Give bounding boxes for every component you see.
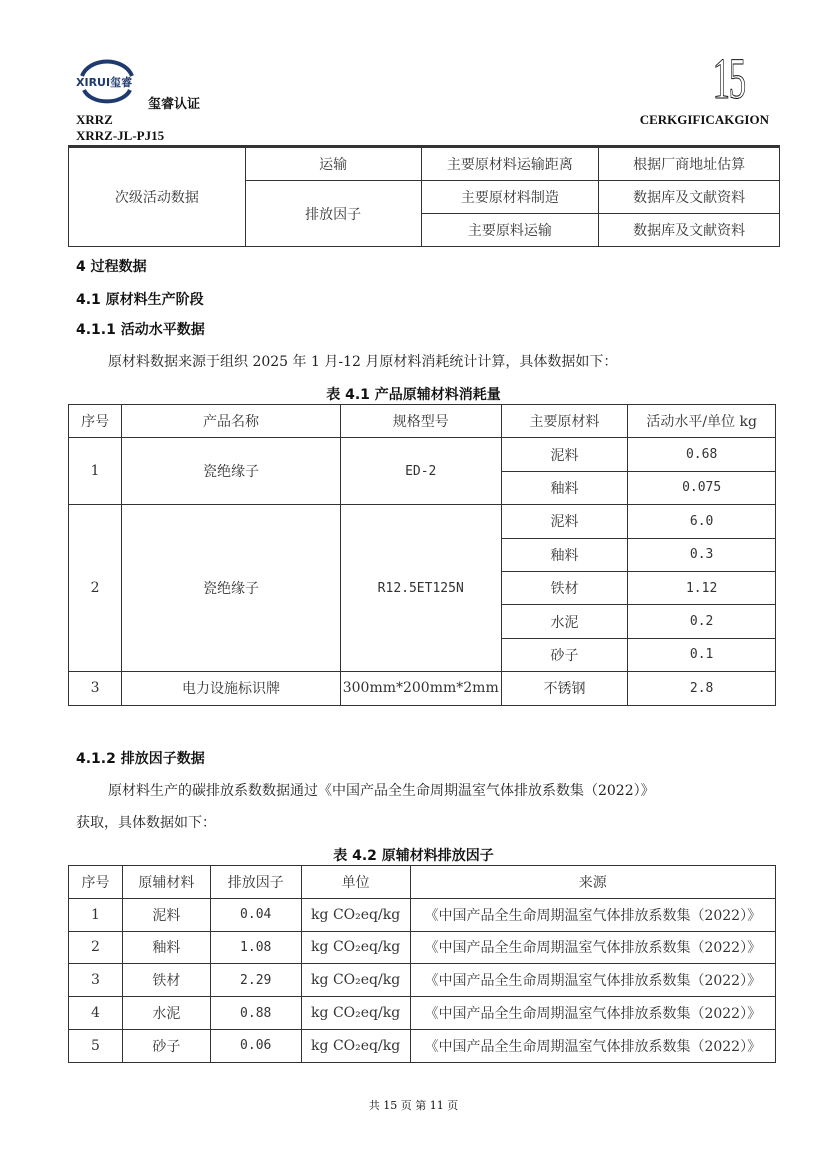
- table-row: [69, 931, 776, 964]
- org-name-cn: 玺睿认证: [148, 97, 201, 112]
- table-cell: 主要原材料运输距离: [421, 148, 599, 181]
- table-header-row: [69, 405, 776, 438]
- table-cell: 根据厂商地址估算: [599, 148, 780, 181]
- table-cell: 2: [69, 931, 123, 964]
- table-cell: 釉料: [122, 931, 210, 964]
- table-row: [69, 505, 776, 538]
- table-cell: 《中国产品全生命周期温室气体排放系数集（2022）》: [410, 997, 775, 1030]
- table-4-1-caption: 表 4.1 产品原辅材料消耗量: [326, 387, 501, 403]
- paragraph-1: 原材料数据来源于组织 2025 年 1 月-12 月原材料消耗统计计算，具体数据如下：: [108, 354, 618, 370]
- table-cell: 0.075: [628, 471, 776, 504]
- table-cell: 0.88: [210, 997, 301, 1030]
- table-cell: 釉料: [501, 538, 628, 571]
- table-cell: 运输: [245, 148, 421, 181]
- table-cell: 主要原材料: [501, 405, 628, 438]
- table-cell: 泥料: [501, 438, 628, 471]
- emission-factor-table: [68, 865, 776, 1063]
- table-cell: 序号: [69, 405, 122, 438]
- table-row: [69, 898, 776, 931]
- table-cell: 300mm*200mm*2mm: [340, 672, 501, 705]
- table-cell: 《中国产品全生命周期温室气体排放系数集（2022）》: [410, 931, 775, 964]
- section-4-1: 4.1 原材料生产阶段: [76, 292, 204, 308]
- secondary-data-table: [68, 147, 780, 247]
- table-cell: 次级活动数据: [69, 148, 246, 247]
- table-row: [69, 438, 776, 471]
- table-cell: 0.06: [210, 1029, 301, 1062]
- section-4-1-1: 4.1.1 活动水平数据: [76, 322, 205, 338]
- table-cell: 0.3: [628, 538, 776, 571]
- table-cell: 排放因子: [245, 181, 421, 247]
- table-cell: 排放因子: [210, 866, 301, 899]
- table-cell: 活动水平/单位 kg: [628, 405, 776, 438]
- table-cell: kg CO₂eq/kg: [301, 898, 410, 931]
- table-cell: 0.2: [628, 605, 776, 638]
- table-cell: 2.8: [628, 672, 776, 705]
- table-4-2-caption: 表 4.2 原辅材料排放因子: [333, 848, 494, 864]
- table-cell: 数据库及文献资料: [599, 214, 780, 247]
- table-cell: 砂子: [122, 1029, 210, 1062]
- table-cell: 水泥: [122, 997, 210, 1030]
- table-cell: kg CO₂eq/kg: [301, 1029, 410, 1062]
- table-cell: 3: [69, 672, 122, 705]
- paragraph-2: 原材料生产的碳排放系数数据通过《中国产品全生命周期温室气体排放系数集（2022）》: [108, 783, 655, 799]
- table-cell: 产品名称: [122, 405, 341, 438]
- table-cell: 序号: [69, 866, 123, 899]
- table-cell: 釉料: [501, 471, 628, 504]
- table-cell: 0.68: [628, 438, 776, 471]
- section-4: 4 过程数据: [76, 259, 147, 275]
- table-row: [69, 1029, 776, 1062]
- svg-text:XIRUI玺睿: XIRUI玺睿: [76, 76, 133, 89]
- table-cell: 瓷绝缘子: [122, 505, 341, 672]
- table-cell: 1.08: [210, 931, 301, 964]
- table-cell: 3: [69, 964, 123, 997]
- table-header-row: [69, 866, 776, 899]
- material-consumption-table: [68, 404, 776, 706]
- table-row: [69, 964, 776, 997]
- table-cell: kg CO₂eq/kg: [301, 997, 410, 1030]
- doc-code: XRRZ-JL-PJ15: [76, 128, 165, 143]
- table-cell: 砂子: [501, 638, 628, 671]
- table-cell: 1.12: [628, 571, 776, 604]
- section-4-1-2: 4.1.2 排放因子数据: [76, 751, 205, 767]
- table-cell: kg CO₂eq/kg: [301, 931, 410, 964]
- table-cell: 不锈钢: [501, 672, 628, 705]
- table-cell: 1: [69, 438, 122, 505]
- cert-label: CERKGIFICAKGION: [639, 112, 769, 127]
- table-cell: 《中国产品全生命周期温室气体排放系数集（2022）》: [410, 964, 775, 997]
- table-cell: 6.0: [628, 505, 776, 538]
- table-cell: R12.5ET125N: [340, 505, 501, 672]
- table-row: [69, 672, 776, 705]
- table-cell: 水泥: [501, 605, 628, 638]
- table-cell: 4: [69, 997, 123, 1030]
- page-footer: 共 15 页 第 11 页: [368, 1099, 459, 1112]
- table-cell: 铁材: [122, 964, 210, 997]
- table-cell: 2: [69, 505, 122, 672]
- org-code: XRRZ: [76, 112, 113, 127]
- xirui-logo: [74, 56, 140, 106]
- table-cell: 瓷绝缘子: [122, 438, 341, 505]
- table-cell: kg CO₂eq/kg: [301, 964, 410, 997]
- page-mark: 15: [712, 46, 745, 111]
- table-cell: 《中国产品全生命周期温室气体排放系数集（2022）》: [410, 1029, 775, 1062]
- table-cell: 1: [69, 898, 123, 931]
- table-cell: 电力设施标识牌: [122, 672, 341, 705]
- table-cell: 原辅材料: [122, 866, 210, 899]
- table-cell: 0.04: [210, 898, 301, 931]
- table-cell: 5: [69, 1029, 123, 1062]
- table-cell: 2.29: [210, 964, 301, 997]
- table-row: [69, 997, 776, 1030]
- table-cell: 主要原材料制造: [421, 181, 599, 214]
- table-cell: 铁材: [501, 571, 628, 604]
- table-cell: 来源: [410, 866, 775, 899]
- table-cell: 数据库及文献资料: [599, 181, 780, 214]
- table-cell: 《中国产品全生命周期温室气体排放系数集（2022）》: [410, 898, 775, 931]
- table-row: [69, 148, 780, 181]
- table-cell: 规格型号: [340, 405, 501, 438]
- table-cell: 单位: [301, 866, 410, 899]
- table-cell: 泥料: [501, 505, 628, 538]
- table-cell: ED-2: [340, 438, 501, 505]
- paragraph-2-cont: 获取，具体数据如下：: [76, 815, 216, 831]
- table-cell: 0.1: [628, 638, 776, 671]
- table-cell: 泥料: [122, 898, 210, 931]
- table-cell: 主要原料运输: [421, 214, 599, 247]
